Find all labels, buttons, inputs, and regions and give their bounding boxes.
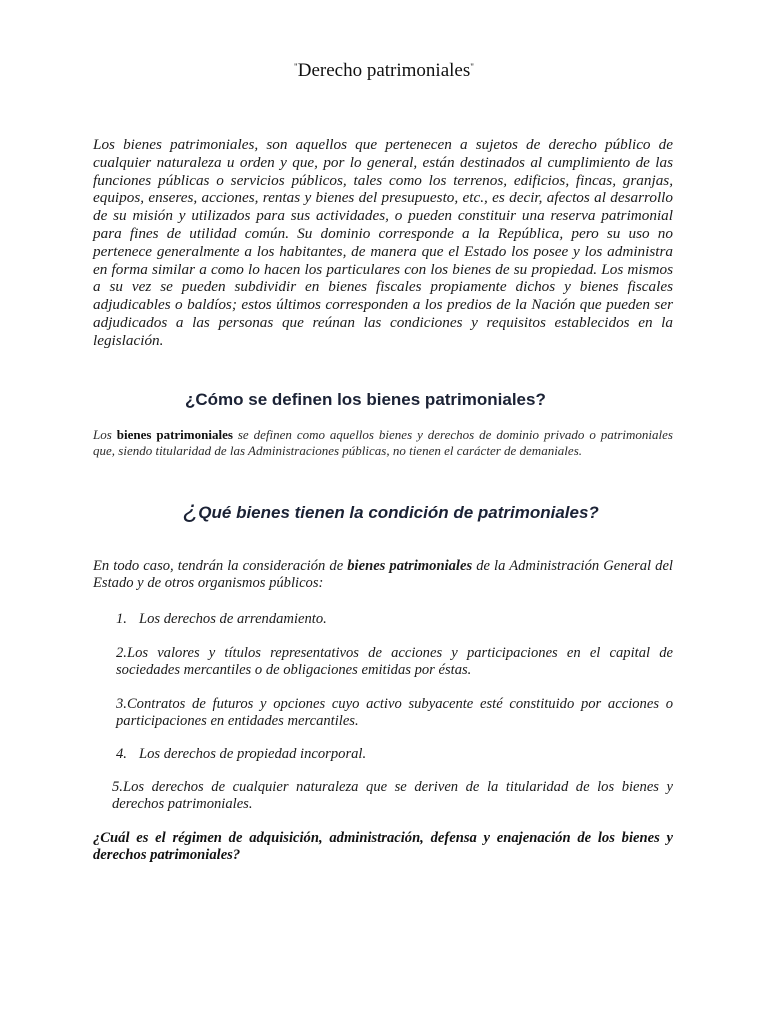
section1-text-bold: bienes patrimoniales (116, 427, 233, 442)
list-item (116, 611, 673, 628)
list-item-number: 5. (112, 779, 123, 795)
document-title (0, 60, 768, 82)
title-text: Derecho patrimoniales (297, 60, 471, 81)
list-item (112, 779, 673, 813)
section1-heading: ¿Cómo se definen los bienes patrimoniales? (185, 390, 546, 409)
list-item-text: Los derechos de propiedad incorporal. (139, 746, 367, 762)
intro-paragraph: Los bienes patrimoniales, son aquellos que pertenecen a sujetos de derecho público de cualquier naturaleza u orden y que, por lo general, están destinados al cumplimiento de las funciones públicas o servicios públicos, tales como los terrenos, edificios, fincas, granjas, equipos, enseres, acciones, rentas y bienes del presupuesto, etc., es decir, afectos al desarrollo de su misión y utilizados para sus actividades, o pueden constituir una reserva patrimonial para fines de utilidad común. Su dominio corresponde a la República, pero su uso no pertenece generalmente a los habitantes, de manera que el Estado los posee y los administra en forma similar a como lo hacen los particulares con los bienes de su propiedad. Los mismos a su vez se pueden subdividir en bienes fiscales propiamente dichos y bienes fiscales adjudicables o baldíos; estos últimos corresponden a los predios de la Nación que pueden ser adjudicados a las personas que reúnan las condiciones y requisitos establecidos en la legislación. (93, 136, 673, 349)
title-quote-close: " (470, 62, 474, 72)
section2-paragraph (93, 558, 673, 592)
list-item (116, 645, 673, 679)
list-item-number: 4. (116, 746, 127, 762)
list-item (116, 696, 673, 730)
list-item-number: 2. (116, 645, 127, 661)
list-item-text: Contratos de futuros y opciones cuyo activo subyacente esté constituido por acciones o participaciones en entidades mercantiles. (116, 696, 673, 729)
section2-heading-text: Qué bienes tienen la condición de patrimoniales? (198, 503, 599, 522)
section2-text-before: En todo caso, tendrán la consideración de (93, 558, 348, 574)
section1-paragraph (93, 427, 673, 458)
section2-text-after: de la Administración General del Estado y de otros organismos públicos: (93, 558, 673, 591)
list-item-text: Los derechos de cualquier naturaleza que se deriven de la titularidad de los bienes y derechos patrimoniales. (112, 779, 673, 812)
section2-heading (183, 496, 599, 525)
section2-heading-mark: ¿ (183, 496, 199, 524)
final-question: ¿Cuál es el régimen de adquisición, administración, defensa y enajenación de los bienes y derechos patrimoniales? (93, 830, 673, 863)
list-item (116, 746, 673, 763)
section1-text-before: Los (93, 427, 117, 442)
list-item-number: 3. (116, 696, 127, 712)
list-item-text: Los valores y títulos representativos de acciones y participaciones en el capital de sociedades mercantiles o de obligaciones emitidas por éstas. (116, 645, 673, 678)
section2-text-bold: bienes patrimoniales (347, 558, 473, 574)
section1-text-after: se definen como aquellos bienes y derechos de dominio privado o patrimoniales que, siendo titularidad de las Administraciones públicas, no tienen el carácter de demaniales. (93, 427, 673, 458)
title-quote-open: " (294, 62, 298, 72)
list-item-text: Los derechos de arrendamiento. (139, 611, 327, 627)
list-item-number: 1. (116, 611, 127, 627)
